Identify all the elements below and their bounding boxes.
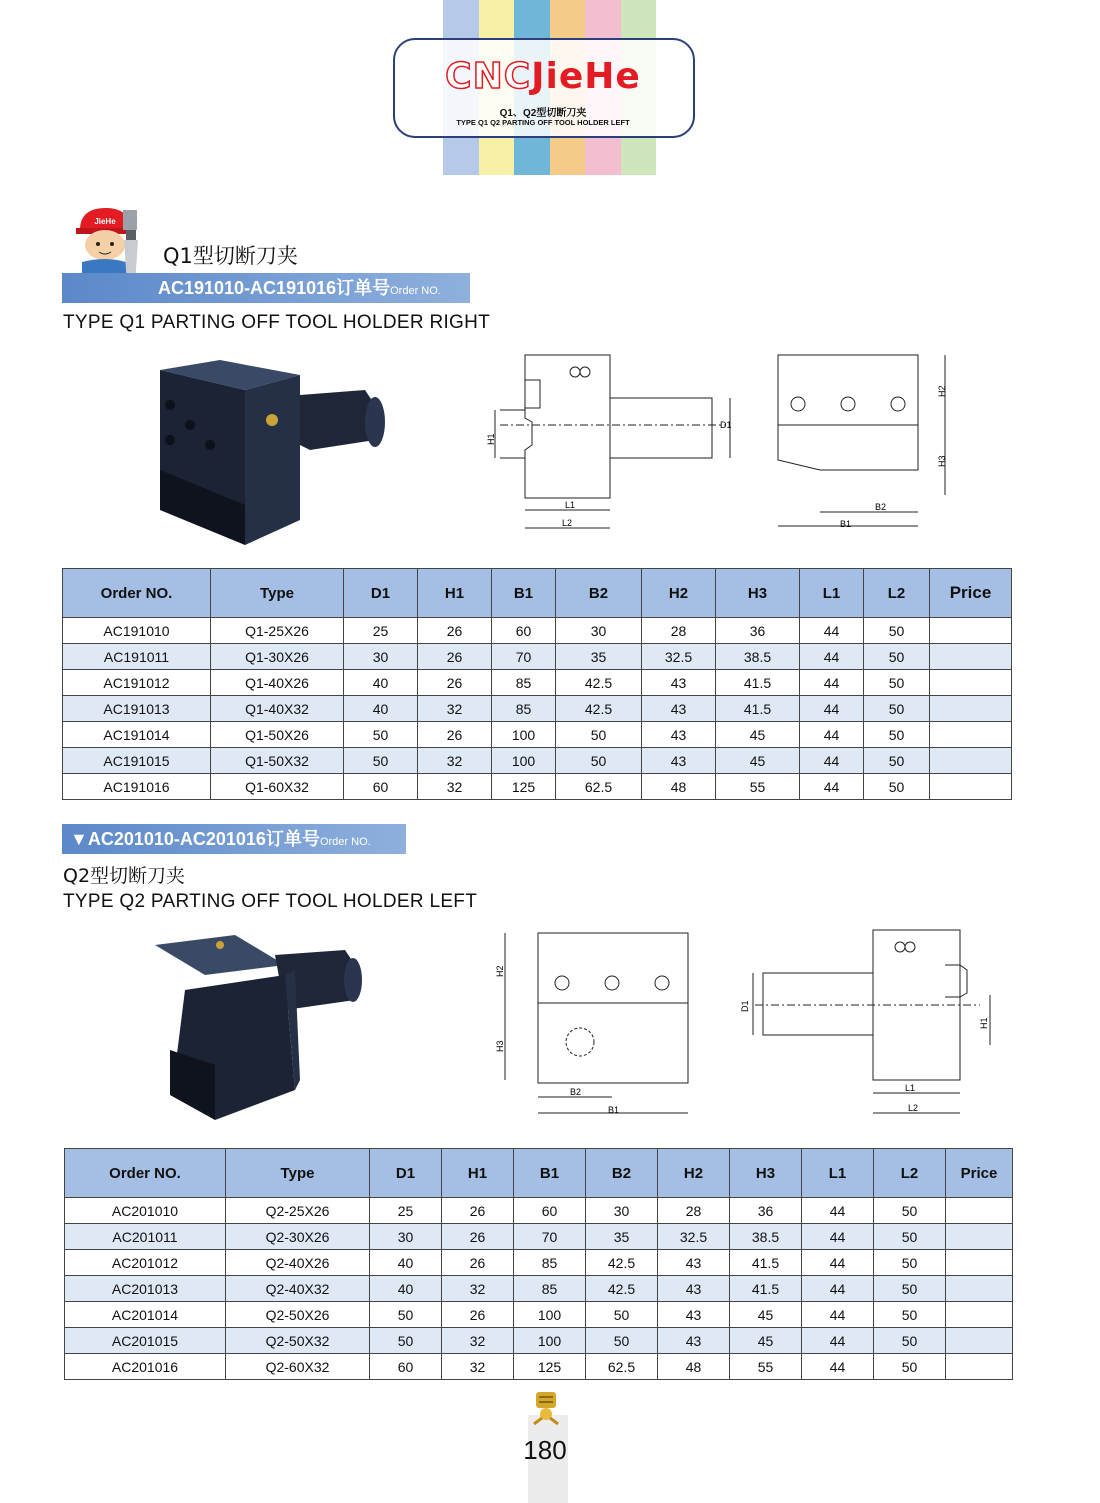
q2-dim-l2: L2: [908, 1103, 919, 1113]
table-cell: 44: [800, 696, 864, 722]
table-row: [63, 774, 1012, 800]
table-row: [65, 1250, 1013, 1276]
table-cell: Q2-50X32: [226, 1328, 370, 1354]
table-cell: 25: [370, 1198, 442, 1224]
table-cell: Q1-60X32: [211, 774, 344, 800]
table-cell: Q2-60X32: [226, 1354, 370, 1380]
table-cell: Q2-40X26: [226, 1250, 370, 1276]
col-h1: H1: [442, 1149, 514, 1198]
table-cell: 32.5: [658, 1224, 730, 1250]
table-cell: 50: [556, 748, 642, 774]
q1-product-photo: [150, 350, 385, 550]
q1-drawing-front: [760, 350, 960, 530]
table-row: [63, 696, 1012, 722]
q1-dim-d1: D1: [720, 420, 732, 430]
table-cell: 32: [418, 696, 492, 722]
table-cell: 32: [442, 1276, 514, 1302]
table-cell: 100: [514, 1328, 586, 1354]
table-cell: 44: [800, 644, 864, 670]
table-cell: [946, 1354, 1013, 1380]
table-cell: 62.5: [586, 1354, 658, 1380]
col-l2: L2: [874, 1149, 946, 1198]
table-cell: 44: [800, 722, 864, 748]
table-cell: 45: [716, 722, 800, 748]
table-cell: 38.5: [716, 644, 800, 670]
col-l1: L1: [802, 1149, 874, 1198]
col-b2: B2: [586, 1149, 658, 1198]
table-cell: [930, 618, 1012, 644]
col-b1: B1: [492, 569, 556, 618]
table-cell: AC201012: [65, 1250, 226, 1276]
q1-drawing-side: [480, 350, 740, 535]
table-cell: 43: [642, 748, 716, 774]
table-cell: 50: [874, 1328, 946, 1354]
table-cell: 43: [642, 722, 716, 748]
q2-spec-table: [64, 1148, 1013, 1380]
q2-title-cn: Q2型切断刀夹: [63, 865, 186, 887]
table-cell: 100: [514, 1302, 586, 1328]
table-cell: AC191011: [63, 644, 211, 670]
brand-logo: [393, 56, 693, 97]
col-b2: B2: [556, 569, 642, 618]
table-cell: 50: [586, 1302, 658, 1328]
col-l1: L1: [800, 569, 864, 618]
table-cell: 50: [864, 722, 930, 748]
q1-dim-b2: B2: [875, 502, 887, 512]
table-cell: 42.5: [556, 670, 642, 696]
table-cell: 44: [802, 1354, 874, 1380]
table-cell: 50: [874, 1302, 946, 1328]
table-cell: 44: [802, 1198, 874, 1224]
table-cell: 32: [442, 1328, 514, 1354]
table-cell: 30: [370, 1224, 442, 1250]
table-cell: 28: [658, 1198, 730, 1224]
table-cell: 45: [730, 1302, 802, 1328]
q1-dim-l1: L1: [565, 500, 576, 510]
table-cell: AC201011: [65, 1224, 226, 1250]
table-cell: AC191012: [63, 670, 211, 696]
table-cell: 60: [492, 618, 556, 644]
table-cell: 42.5: [586, 1250, 658, 1276]
table-cell: 125: [492, 774, 556, 800]
table-cell: 50: [874, 1250, 946, 1276]
table-cell: 42.5: [556, 696, 642, 722]
table-cell: 32: [442, 1354, 514, 1380]
table-cell: Q1-50X26: [211, 722, 344, 748]
table-cell: 44: [802, 1302, 874, 1328]
table-cell: 40: [370, 1250, 442, 1276]
table-cell: 26: [418, 670, 492, 696]
table-cell: Q1-40X32: [211, 696, 344, 722]
q1-dim-h1: H1: [486, 433, 496, 445]
table-cell: 25: [344, 618, 418, 644]
table-row: [63, 670, 1012, 696]
col-type: Type: [226, 1149, 370, 1198]
col-price: Price: [930, 569, 1012, 618]
table-cell: 30: [586, 1198, 658, 1224]
col-d1: D1: [344, 569, 418, 618]
table-cell: 62.5: [556, 774, 642, 800]
page-number: 180: [523, 1435, 567, 1465]
table-row: [65, 1302, 1013, 1328]
table-cell: Q1-50X32: [211, 748, 344, 774]
table-cell: 50: [370, 1302, 442, 1328]
table-cell: 30: [344, 644, 418, 670]
table-cell: 85: [492, 670, 556, 696]
q1-order-bar: [62, 273, 470, 303]
table-row: [63, 748, 1012, 774]
q2-order-range: AC201010-AC201016订单号: [87, 829, 320, 849]
table-cell: AC201010: [65, 1198, 226, 1224]
col-order-no: Order NO.: [65, 1149, 226, 1198]
table-cell: [946, 1328, 1013, 1354]
table-cell: 36: [716, 618, 800, 644]
table-cell: 60: [514, 1198, 586, 1224]
table-cell: 44: [800, 748, 864, 774]
q1-dim-h3: H3: [937, 455, 947, 467]
table-cell: [946, 1276, 1013, 1302]
table-cell: 70: [514, 1224, 586, 1250]
q2-order-suffix: Order NO.: [319, 836, 371, 848]
table-cell: 28: [642, 618, 716, 644]
q1-dim-l2: L2: [562, 518, 573, 528]
table-cell: 50: [344, 748, 418, 774]
table-cell: AC201013: [65, 1276, 226, 1302]
header-subtitle-cn: Q1、Q2型切断刀夹: [499, 108, 587, 119]
logo-cnc: CNC: [445, 56, 532, 97]
table-cell: 50: [874, 1276, 946, 1302]
table-cell: 50: [586, 1328, 658, 1354]
table-cell: 60: [344, 774, 418, 800]
table-cell: 48: [642, 774, 716, 800]
q2-dim-b1: B1: [608, 1105, 620, 1115]
q2-dim-h3: H3: [495, 1040, 505, 1052]
table-cell: 26: [418, 644, 492, 670]
table-cell: [946, 1250, 1013, 1276]
table-cell: AC191015: [63, 748, 211, 774]
table-cell: 50: [864, 670, 930, 696]
table-cell: [930, 670, 1012, 696]
table-row: [63, 722, 1012, 748]
table-cell: [930, 696, 1012, 722]
table-cell: 32: [418, 748, 492, 774]
table-cell: 55: [730, 1354, 802, 1380]
table-cell: 85: [514, 1250, 586, 1276]
table-header-row: [63, 569, 1012, 618]
col-h2: H2: [658, 1149, 730, 1198]
table-cell: Q1-30X26: [211, 644, 344, 670]
table-cell: 50: [874, 1198, 946, 1224]
table-cell: AC201016: [65, 1354, 226, 1380]
col-h3: H3: [716, 569, 800, 618]
table-cell: 26: [418, 722, 492, 748]
table-cell: Q1-25X26: [211, 618, 344, 644]
table-cell: 41.5: [716, 670, 800, 696]
table-cell: 45: [716, 748, 800, 774]
table-cell: 50: [864, 748, 930, 774]
header-subtitle-en: TYPE Q1 Q2 PARTING OFF TOOL HOLDER LEFT: [456, 118, 630, 127]
table-cell: 50: [874, 1354, 946, 1380]
q2-dim-h2: H2: [495, 965, 505, 977]
table-cell: 44: [800, 670, 864, 696]
table-cell: 44: [800, 774, 864, 800]
table-cell: 43: [658, 1328, 730, 1354]
col-order-no: Order NO.: [63, 569, 211, 618]
q2-dim-d1: D1: [740, 1000, 750, 1012]
table-cell: 50: [874, 1224, 946, 1250]
table-cell: 50: [864, 774, 930, 800]
table-cell: [946, 1224, 1013, 1250]
table-cell: 38.5: [730, 1224, 802, 1250]
table-row: [65, 1354, 1013, 1380]
q2-order-bar: [62, 824, 406, 854]
table-cell: 43: [658, 1302, 730, 1328]
q2-order-marker: ▼: [70, 829, 88, 849]
table-cell: 32: [418, 774, 492, 800]
table-cell: 45: [730, 1328, 802, 1354]
q2-dim-l1: L1: [905, 1083, 916, 1093]
table-row: [65, 1276, 1013, 1302]
table-cell: 50: [864, 618, 930, 644]
col-price: Price: [946, 1149, 1013, 1198]
col-d1: D1: [370, 1149, 442, 1198]
tool-mascot-icon: [530, 1390, 562, 1426]
table-cell: 41.5: [730, 1250, 802, 1276]
table-cell: 70: [492, 644, 556, 670]
table-cell: [930, 644, 1012, 670]
table-cell: 85: [492, 696, 556, 722]
col-type: Type: [211, 569, 344, 618]
col-b1: B1: [514, 1149, 586, 1198]
table-cell: 55: [716, 774, 800, 800]
table-cell: 44: [802, 1276, 874, 1302]
table-cell: 26: [418, 618, 492, 644]
table-cell: 40: [344, 670, 418, 696]
table-cell: Q2-25X26: [226, 1198, 370, 1224]
table-cell: 100: [492, 748, 556, 774]
col-h1: H1: [418, 569, 492, 618]
q1-type-en: TYPE Q1 PARTING OFF TOOL HOLDER RIGHT: [63, 312, 491, 333]
table-cell: Q1-40X26: [211, 670, 344, 696]
table-cell: 85: [514, 1276, 586, 1302]
table-cell: 26: [442, 1302, 514, 1328]
table-cell: 32.5: [642, 644, 716, 670]
table-cell: 50: [370, 1328, 442, 1354]
table-cell: 50: [864, 696, 930, 722]
table-row: [65, 1328, 1013, 1354]
q2-type-en: TYPE Q2 PARTING OFF TOOL HOLDER LEFT: [63, 891, 478, 912]
table-cell: 42.5: [586, 1276, 658, 1302]
mascot-badge: JieHe: [94, 217, 116, 226]
q1-order-range: AC191010-AC191016订单号: [158, 278, 391, 298]
table-cell: 43: [658, 1250, 730, 1276]
table-cell: [946, 1302, 1013, 1328]
table-row: [65, 1198, 1013, 1224]
logo-jiehe: JieHe: [531, 56, 641, 97]
col-l2: L2: [864, 569, 930, 618]
table-cell: 41.5: [716, 696, 800, 722]
table-cell: [930, 722, 1012, 748]
table-cell: Q2-50X26: [226, 1302, 370, 1328]
table-cell: AC191016: [63, 774, 211, 800]
table-cell: AC191014: [63, 722, 211, 748]
table-cell: 26: [442, 1198, 514, 1224]
table-cell: [946, 1198, 1013, 1224]
table-cell: 43: [658, 1276, 730, 1302]
table-cell: 48: [658, 1354, 730, 1380]
q2-dim-b2: B2: [570, 1087, 582, 1097]
table-cell: 50: [864, 644, 930, 670]
q2-product-photo: [145, 930, 375, 1125]
q1-dim-h2: H2: [937, 385, 947, 397]
table-cell: 50: [556, 722, 642, 748]
table-cell: 41.5: [730, 1276, 802, 1302]
q2-drawing-front: [490, 925, 700, 1120]
table-cell: 60: [370, 1354, 442, 1380]
table-cell: 44: [802, 1224, 874, 1250]
mascot-face: [85, 230, 125, 260]
q1-title-cn: Q1型切断刀夹: [163, 244, 298, 268]
table-cell: Q2-30X26: [226, 1224, 370, 1250]
table-header-row: [65, 1149, 1013, 1198]
table-cell: 35: [556, 644, 642, 670]
table-cell: 50: [344, 722, 418, 748]
table-cell: 100: [492, 722, 556, 748]
table-row: [65, 1224, 1013, 1250]
table-cell: 36: [730, 1198, 802, 1224]
table-cell: 26: [442, 1250, 514, 1276]
table-cell: 44: [802, 1328, 874, 1354]
table-cell: [930, 774, 1012, 800]
q2-drawing-side: [735, 925, 1000, 1120]
table-cell: 40: [344, 696, 418, 722]
q1-order-suffix: Order NO.: [390, 285, 441, 297]
q1-dim-b1: B1: [840, 519, 852, 529]
table-cell: 43: [642, 696, 716, 722]
col-h2: H2: [642, 569, 716, 618]
table-cell: AC191010: [63, 618, 211, 644]
table-cell: 43: [642, 670, 716, 696]
col-h3: H3: [730, 1149, 802, 1198]
table-cell: 125: [514, 1354, 586, 1380]
q2-dim-h1: H1: [979, 1017, 989, 1029]
table-cell: AC201015: [65, 1328, 226, 1354]
table-cell: Q2-40X32: [226, 1276, 370, 1302]
table-cell: 44: [802, 1250, 874, 1276]
table-row: [63, 644, 1012, 670]
table-cell: 44: [800, 618, 864, 644]
table-cell: [930, 748, 1012, 774]
table-cell: AC191013: [63, 696, 211, 722]
table-cell: 26: [442, 1224, 514, 1250]
table-cell: 40: [370, 1276, 442, 1302]
table-row: [63, 618, 1012, 644]
table-cell: 35: [586, 1224, 658, 1250]
q1-spec-table: [62, 568, 1012, 800]
table-cell: 30: [556, 618, 642, 644]
table-cell: AC201014: [65, 1302, 226, 1328]
